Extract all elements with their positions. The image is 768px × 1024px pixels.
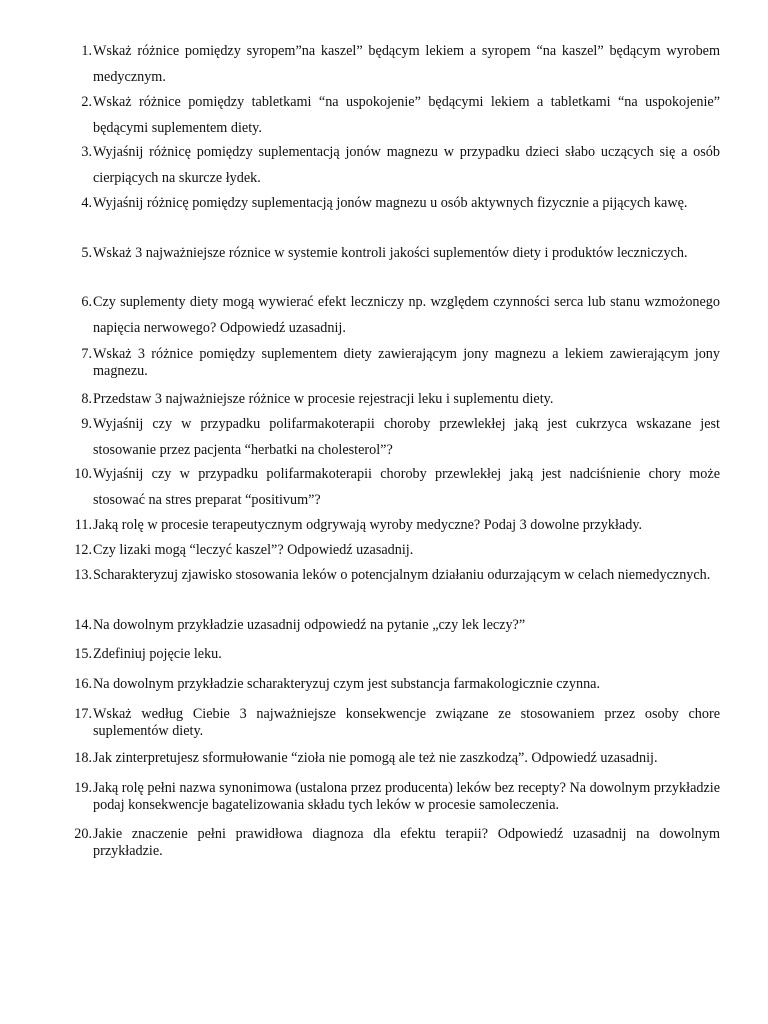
question-item bbox=[66, 241, 720, 267]
question-number: 8. bbox=[81, 391, 92, 407]
question-number: 2. bbox=[81, 94, 92, 110]
question-number: 4. bbox=[81, 195, 92, 211]
question-text: Zdefiniuj pojęcie leku. bbox=[93, 646, 222, 662]
question-item bbox=[66, 346, 720, 380]
question-number: 19. bbox=[74, 780, 92, 796]
question-text: Wyjaśnij różnicę pomiędzy suplementacją jonów magnezu w przypadku dzieci słabo uczących się a osób cierpiących na skurcze łydek. bbox=[93, 144, 720, 186]
question-text: Jak zinterpretujesz sformułowanie “zioła nie pomogą ale też nie zaszkodzą”. Odpowiedź uzasadnij. bbox=[93, 750, 658, 766]
question-number: 6. bbox=[81, 294, 92, 310]
question-text: Wskaż różnice pomiędzy tabletkami “na uspokojenie” będącymi lekiem a tabletkami “na uspokojenie” będącymi suplementem diety. bbox=[93, 94, 720, 136]
question-item bbox=[66, 563, 720, 589]
question-text: Przedstaw 3 najważniejsze różnice w procesie rejestracji leku i suplementu diety. bbox=[93, 391, 554, 407]
question-item bbox=[66, 746, 720, 772]
question-text: Wskaż 3 różnice pomiędzy suplementem diety zawierającym jony magnezu a lekiem zawierającym jony magnezu. bbox=[93, 346, 720, 379]
question-number: 10. bbox=[74, 466, 92, 482]
question-text: Czy suplementy diety mogą wywierać efekt leczniczy np. względem czynności serca lub stanu wzmożonego napięcia nerwowego? Odpowiedź uzasadnij. bbox=[93, 294, 720, 336]
question-number: 13. bbox=[74, 567, 92, 583]
question-item bbox=[66, 140, 720, 191]
question-text: Czy lizaki mogą “leczyć kaszel”? Odpowiedź uzasadnij. bbox=[93, 542, 414, 558]
question-text: Na dowolnym przykładzie uzasadnij odpowiedź na pytanie „czy lek leczy?” bbox=[93, 617, 526, 633]
question-number: 16. bbox=[74, 676, 92, 692]
question-number: 18. bbox=[74, 750, 92, 766]
question-text: Jaką rolę pełni nazwa synonimowa (ustalona przez producenta) leków bez recepty? Na dowolnym przykładzie podaj konsekwencje bagatelizowania składu tych leków w procesie samoleczenia. bbox=[93, 780, 720, 813]
question-item bbox=[66, 191, 720, 217]
question-text: Jakie znaczenie pełni prawidłowa diagnoza dla efektu terapii? Odpowiedź uzasadnij na dowolnym przykładzie. bbox=[93, 826, 720, 859]
question-item bbox=[66, 672, 720, 698]
question-item bbox=[66, 780, 720, 814]
question-text: Wyjaśnij czy w przypadku polifarmakoterapii choroby przewlekłej jaką jest cukrzyca wskazane jest stosowanie przez pacjenta “herbatki na cholesterol”? bbox=[93, 416, 720, 458]
question-text: Wskaż różnice pomiędzy syropem”na kaszel” będącym lekiem a syropem “na kaszel” będącym wyrobem medycznym. bbox=[93, 43, 720, 85]
question-item bbox=[66, 538, 720, 564]
question-number: 5. bbox=[81, 245, 92, 261]
question-item bbox=[66, 387, 720, 413]
question-item bbox=[66, 90, 720, 141]
question-text: Jaką rolę w procesie terapeutycznym odgrywają wyroby medyczne? Podaj 3 dowolne przykłady. bbox=[93, 517, 643, 533]
question-item bbox=[66, 613, 720, 639]
question-item bbox=[66, 826, 720, 860]
question-text: Na dowolnym przykładzie scharakteryzuj czym jest substancja farmakologicznie czynna. bbox=[93, 676, 601, 692]
question-number: 12. bbox=[74, 542, 92, 558]
question-number: 9. bbox=[81, 416, 92, 432]
question-number: 11. bbox=[74, 517, 92, 533]
question-item bbox=[66, 706, 720, 740]
question-number: 14. bbox=[74, 617, 92, 633]
question-number: 3. bbox=[81, 144, 92, 160]
question-text: Wskaż według Ciebie 3 najważniejsze konsekwencje związane ze stosowaniem przez osoby chore suplementów diety. bbox=[93, 706, 720, 739]
question-number: 1. bbox=[81, 43, 92, 59]
question-text: Wyjaśnij różnicę pomiędzy suplementacją jonów magnezu u osób aktywnych fizycznie a pijących kawę. bbox=[93, 195, 688, 211]
question-number: 7. bbox=[81, 346, 92, 362]
question-item bbox=[66, 462, 720, 513]
question-number: 15. bbox=[74, 646, 92, 662]
question-text: Scharakteryzuj zjawisko stosowania leków o potencjalnym działaniu odurzającym w celach niemedycznych. bbox=[93, 567, 711, 583]
question-text: Wyjaśnij czy w przypadku polifarmakoterapii choroby przewlekłej jaką jest nadciśnienie chory może stosować na stres preparat “positivum”? bbox=[93, 466, 720, 508]
question-number: 17. bbox=[74, 706, 92, 722]
question-item bbox=[66, 39, 720, 90]
question-item bbox=[66, 412, 720, 463]
question-number: 20. bbox=[74, 826, 92, 842]
question-item bbox=[66, 513, 720, 539]
question-item bbox=[66, 290, 720, 341]
question-item bbox=[66, 642, 720, 668]
question-text: Wskaż 3 najważniejsze róznice w systemie kontroli jakości suplementów diety i produktów leczniczych. bbox=[93, 245, 688, 261]
